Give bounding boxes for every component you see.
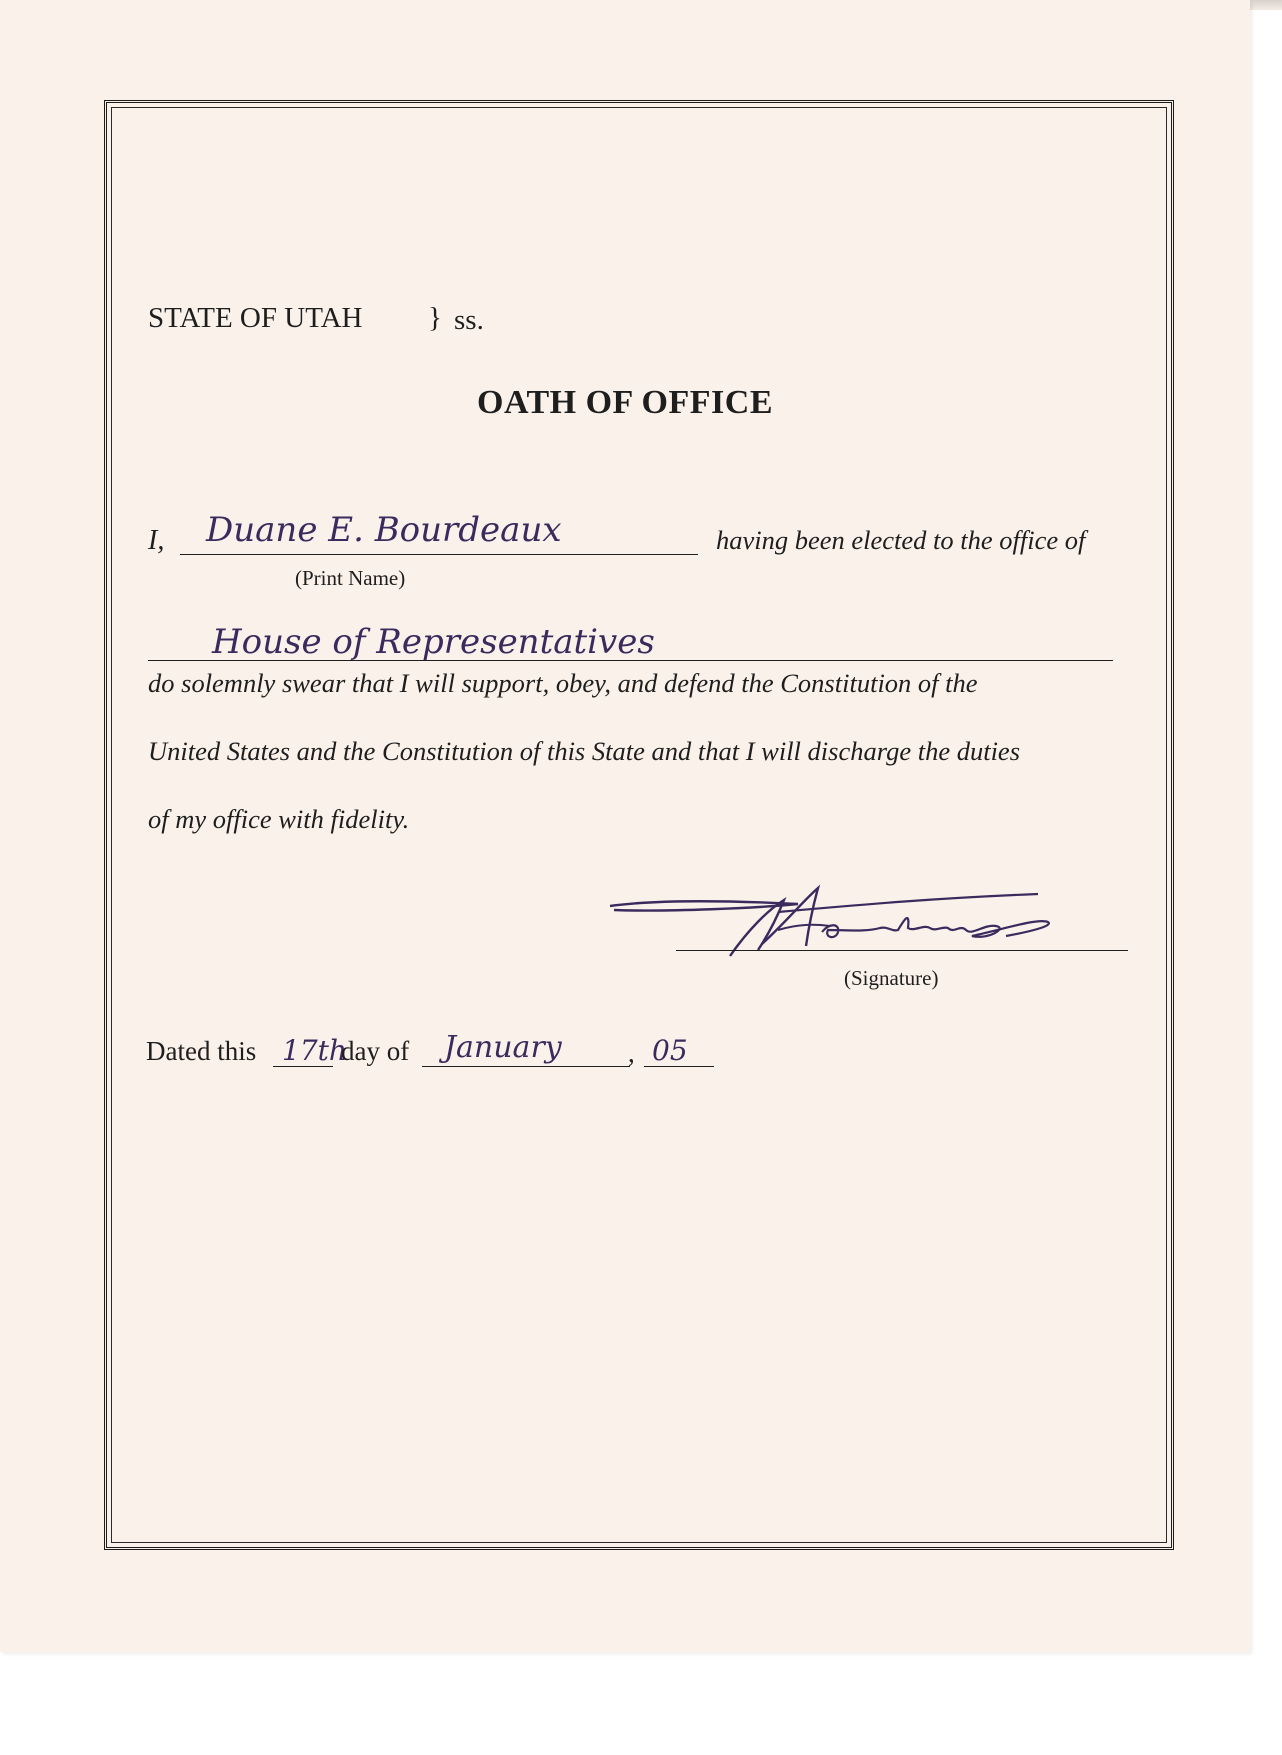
office-handwriting: House of Representatives [212, 622, 655, 662]
oath-body-line-1: do solemnly swear that I will support, obey, and defend the Constitution of the [148, 668, 978, 698]
day-handwriting: 17th [282, 1034, 347, 1067]
oath-prefix: I, [148, 525, 165, 556]
dated-prefix: Dated this [146, 1036, 257, 1066]
state-heading: STATE OF UTAH [148, 302, 363, 334]
ss-label: ss. [454, 304, 484, 336]
month-underline [422, 1066, 630, 1067]
day-of-label: day of [341, 1036, 410, 1066]
print-name-caption: (Print Name) [295, 566, 406, 590]
page-title: OATH OF OFFICE [477, 384, 773, 421]
signature-underline [676, 950, 1128, 951]
month-handwriting: January [444, 1030, 562, 1065]
name-underline [180, 554, 698, 555]
year-handwriting: 05 [652, 1034, 688, 1067]
signature-image [608, 880, 1088, 960]
signature-caption: (Signature) [844, 966, 939, 990]
brace: } [428, 302, 442, 334]
oath-body-line-2: United States and the Constitution of this State and that I will discharge the duties [148, 736, 1021, 766]
date-comma: , [628, 1038, 635, 1068]
elected-text: having been elected to the office of [716, 525, 1086, 555]
oath-body-line-3: of my office with fidelity. [148, 804, 410, 834]
printed-name-handwriting: Duane E. Bourdeaux [206, 510, 562, 550]
